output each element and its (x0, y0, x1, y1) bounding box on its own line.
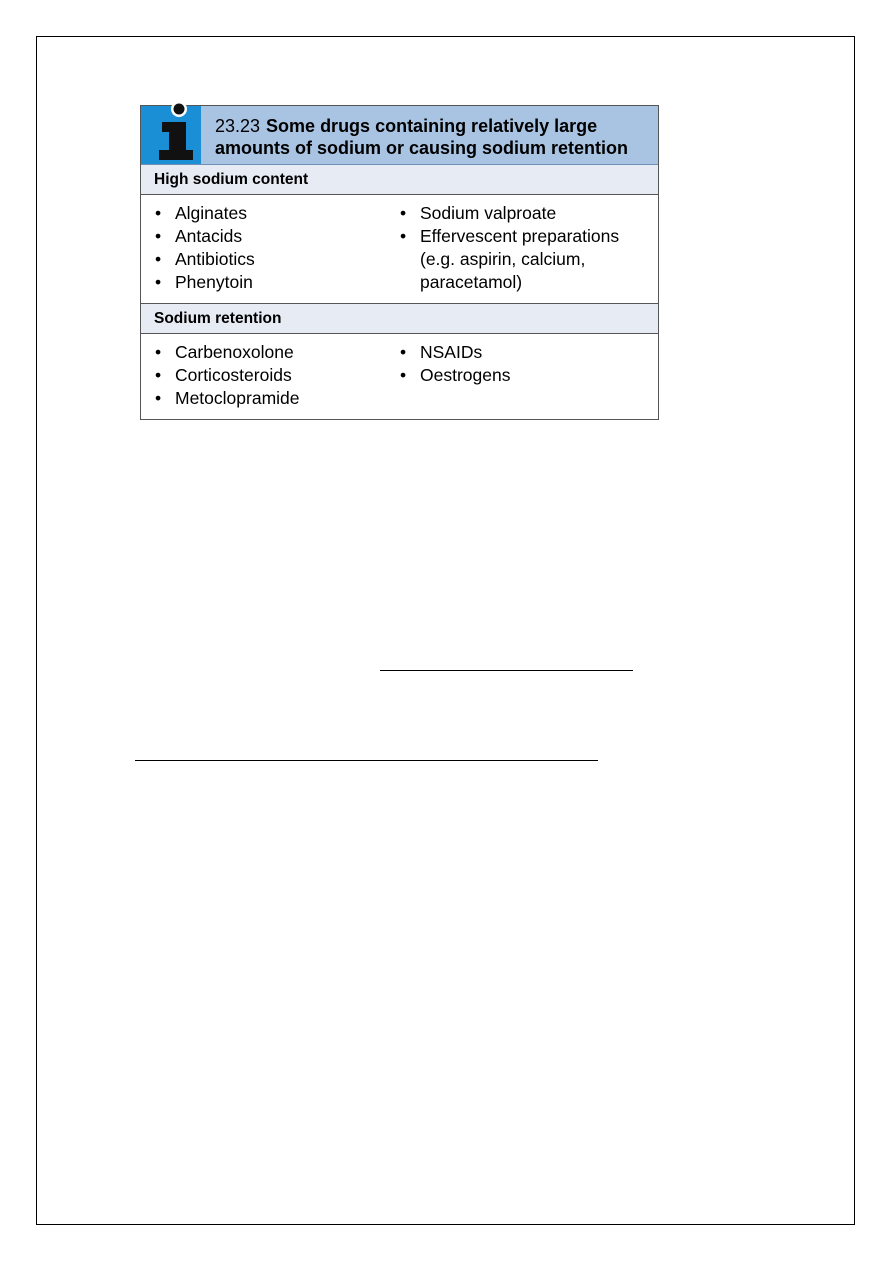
list-item: • Sodium valproate (399, 202, 648, 225)
list-right-column (399, 202, 648, 294)
list-item: • Metoclopramide (154, 387, 399, 410)
list-item: • Phenytoin (154, 271, 399, 294)
list-item: • Antibiotics (154, 248, 399, 271)
section-heading-sodium-retention: Sodium retention (141, 304, 658, 334)
box-title-line-2: amounts of sodium or causing sodium retention (215, 138, 629, 158)
info-box (140, 105, 659, 420)
box-header (141, 106, 658, 165)
list-item: • Oestrogens (399, 364, 648, 387)
list-item: • Carbenoxolone (154, 341, 399, 364)
list-right-column (399, 341, 648, 410)
section-heading-high-sodium: High sodium content (141, 165, 658, 195)
info-icon (153, 98, 203, 164)
section-body-high-sodium (141, 195, 658, 304)
box-title (215, 115, 648, 159)
list-left-column (154, 202, 399, 294)
list-item: • Antacids (154, 225, 399, 248)
list-item: • NSAIDs (399, 341, 648, 364)
list-item: • Corticosteroids (154, 364, 399, 387)
list-left-column (154, 341, 399, 410)
list-item: • Alginates (154, 202, 399, 225)
underline-rule (380, 670, 633, 671)
box-number: 23.23 (215, 116, 261, 136)
section-body-sodium-retention (141, 334, 658, 419)
underline-rule (135, 760, 598, 761)
list-item: • Effervescent preparations (e.g. aspirin, calcium, paracetamol) (399, 225, 648, 294)
box-title-line-1: Some drugs containing relatively large (266, 116, 598, 136)
